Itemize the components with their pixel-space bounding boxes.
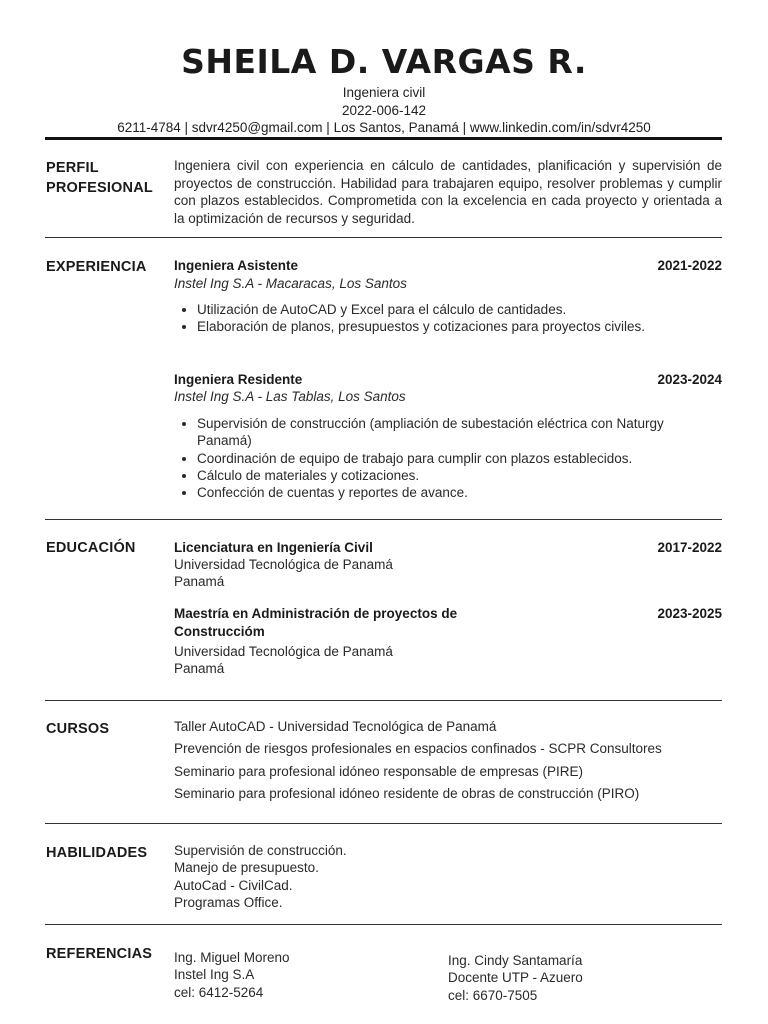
skill-item: Manejo de presupuesto. [174, 860, 319, 875]
section-divider [45, 519, 722, 520]
reference-phone: cel: 6670-7505 [448, 988, 538, 1003]
school-name: Universidad Tecnológica de Panamá [174, 644, 393, 659]
id-number: 2022-006-142 [341, 102, 427, 118]
reference-org: Instel Ing S.A [174, 967, 255, 982]
course-item: Seminario para profesional idóneo residente de obras de construcción (PIRO) [174, 786, 640, 801]
school-name: Universidad Tecnológica de Panamá [174, 557, 393, 572]
section-divider [45, 823, 722, 824]
list-item: • Utilización de AutoCAD y Excel para el cálculo de cantidades. [197, 301, 717, 318]
reference-name: Ing. Cindy Santamaría [448, 953, 583, 968]
courses-heading: CURSOS [46, 721, 110, 737]
education-heading: EDUCACIÓN [46, 540, 136, 556]
course-item: Seminario para profesional idóneo responsable de empresas (PIRE) [174, 764, 583, 779]
skills-heading: HABILIDADES [46, 845, 148, 861]
list-item: • Coordinación de equipo de trabajo para cumplir con plazos establecidos. [197, 450, 717, 467]
school-country: Panamá [174, 574, 225, 589]
job-bullets [174, 415, 717, 501]
profile-text: Ingeniera civil con experiencia en cálculo de cantidades, planificación y supervisión de proyectos de construcción. Habilidad para trabajaren equipo, resolver problemas y cumplir con plazos establecidos. Comprometida con la excelencia en cada proyecto y orientada a la optimización de recursos y seguridad. [174, 158, 722, 226]
reference-phone: cel: 6412-5264 [174, 985, 264, 1000]
section-divider [45, 924, 722, 925]
section-divider [45, 700, 722, 701]
list-item: • Elaboración de planos, presupuestos y cotizaciones para proyectos civiles. [197, 318, 717, 335]
school-country: Panamá [174, 661, 225, 676]
course-item: Prevención de riesgos profesionales en espacios confinados - SCPR Consultores [174, 741, 662, 756]
experience-heading: EXPERIENCIA [46, 259, 147, 275]
skill-item: Programas Office. [174, 895, 283, 910]
profile-heading: PERFIL PROFESIONAL [46, 160, 153, 196]
list-item: • Confección de cuentas y reportes de avance. [197, 484, 717, 501]
degree-dates: 2017-2022 [657, 540, 722, 555]
skill-item: Supervisión de construcción. [174, 843, 347, 858]
reference-name: Ing. Miguel Moreno [174, 950, 290, 965]
candidate-name: SHEILA D. VARGAS R. [181, 42, 587, 81]
job-role: Ingeniera Asistente [174, 258, 299, 273]
job-role: Ingeniera Residente [174, 372, 303, 387]
degree-title: Licenciatura en Ingeniería Civil [174, 540, 373, 555]
job-company: Instel Ing S.A - Las Tablas, Los Santos [174, 389, 406, 404]
job-bullets [174, 301, 717, 336]
degree-dates: 2023-2025 [657, 606, 722, 621]
job-dates: 2021-2022 [657, 258, 722, 273]
course-item: Taller AutoCAD - Universidad Tecnológica de Panamá [174, 719, 497, 734]
header-divider [45, 137, 722, 140]
list-item: • Cálculo de materiales y cotizaciones. [197, 467, 717, 484]
list-item: • Supervisión de construcción (ampliación de subestación eléctrica con Naturgy Panamá) [197, 415, 717, 450]
degree-title: Maestría en Administración de proyectos de Construccióm [174, 606, 458, 639]
reference-org: Docente UTP - Azuero [448, 970, 583, 985]
contact-line: 6211-4784 | sdvr4250@gmail.com | Los Santos, Panamá | www.linkedin.com/in/sdvr4250 [117, 120, 651, 135]
job-company: Instel Ing S.A - Macaracas, Los Santos [174, 276, 407, 291]
job-title: Ingeniera civil [342, 85, 426, 100]
job-dates: 2023-2024 [657, 372, 722, 387]
section-divider [45, 237, 722, 238]
resume-header [0, 40, 768, 137]
skill-item: AutoCad - CivilCad. [174, 878, 293, 893]
references-heading: REFERENCIAS [46, 946, 153, 962]
